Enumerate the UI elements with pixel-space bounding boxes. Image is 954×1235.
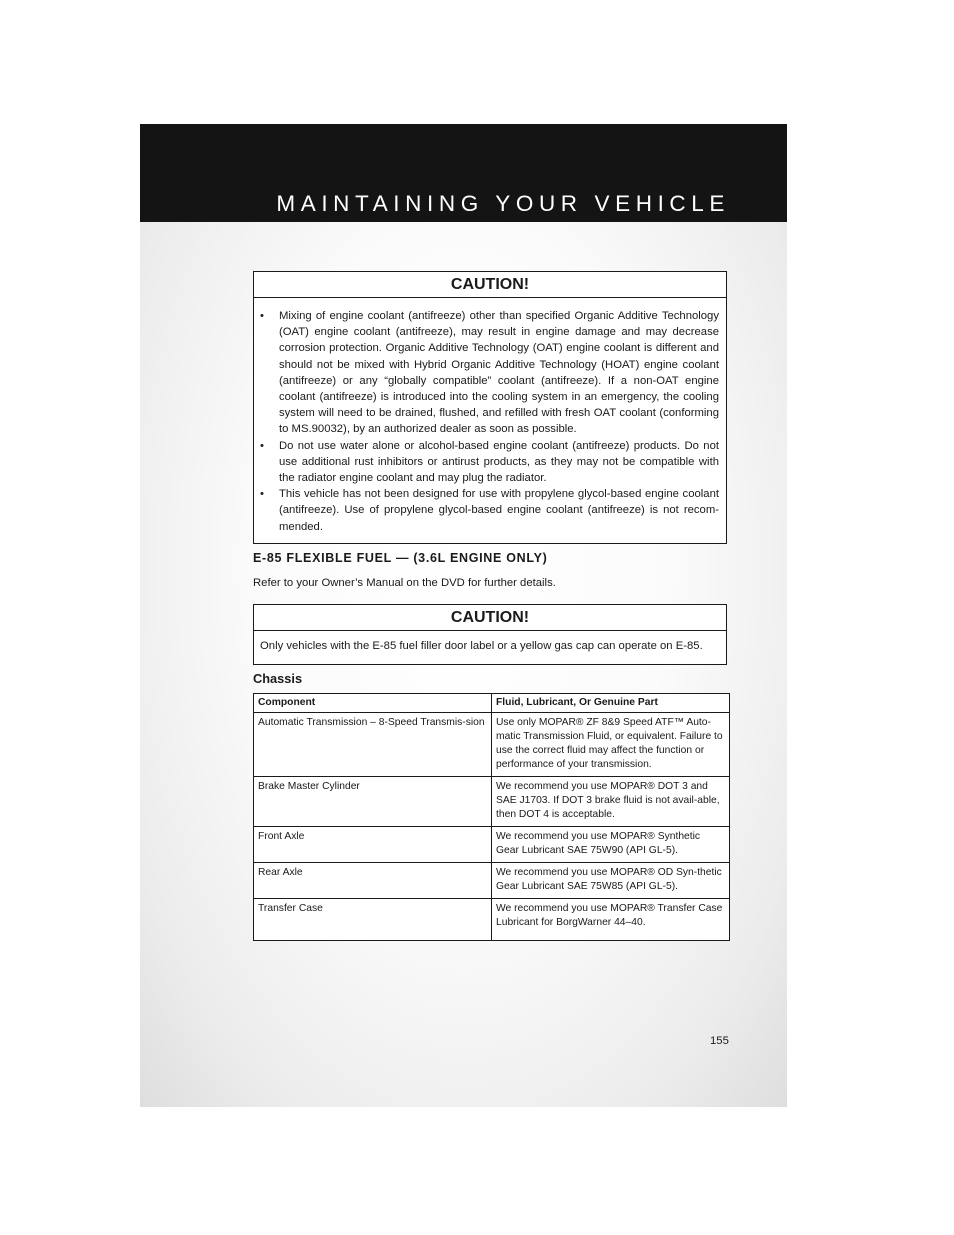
bullet-dot-icon: • xyxy=(260,488,264,501)
column-header-fluid: Fluid, Lubricant, Or Genuine Part xyxy=(492,694,730,713)
bullet-dot-icon: • xyxy=(260,439,264,452)
table-header-row xyxy=(254,694,730,713)
caution-bullet xyxy=(260,308,719,438)
component-cell: Automatic Transmission – 8-Speed Transmis-sion xyxy=(254,713,492,777)
component-cell: Brake Master Cylinder xyxy=(254,777,492,827)
caution-bullet-list xyxy=(254,298,726,535)
page-number: 155 xyxy=(710,1035,729,1047)
table-row xyxy=(254,827,730,863)
caution-box-coolant xyxy=(253,271,727,544)
table-row xyxy=(254,777,730,827)
caution-bullet-text: This vehicle has not been designed for use with propylene glycol-based engine coolant (antifreeze). Use of propylene glycol-based engine coolant (antifreeze) is not recom-mended. xyxy=(279,488,719,533)
table-row xyxy=(254,863,730,899)
fluid-cell: We recommend you use MOPAR® Transfer Case Lubricant for BorgWarner 44–40. xyxy=(492,899,730,941)
section-heading: E-85 FLEXIBLE FUEL — (3.6L ENGINE ONLY) xyxy=(253,551,548,565)
component-cell: Rear Axle xyxy=(254,863,492,899)
fluid-cell: We recommend you use MOPAR® Synthetic Gear Lubricant SAE 75W90 (API GL-5). xyxy=(492,827,730,863)
bullet-dot-icon: • xyxy=(260,310,264,322)
chapter-header-bar xyxy=(140,124,787,222)
caution-bullet-text: Do not use water alone or alcohol-based engine coolant (antifreeze) products. Do not use additional rust inhibitors or antirust products, as they may not be compatible with the radiator engine coolant and may plug the radiator. xyxy=(279,439,719,485)
caution-bullet xyxy=(260,486,719,535)
caution-text: Only vehicles with the E-85 fuel filler door label or a yellow gas cap can operate on E-85. xyxy=(260,640,703,652)
fluid-cell: Use only MOPAR® ZF 8&9 Speed ATF™ Auto-matic Transmission Fluid, or equivalent. Failure to use the correct fluid may affect the function or performance of your transmission. xyxy=(492,713,730,777)
section-body-text: Refer to your Owner’s Manual on the DVD for further details. xyxy=(253,577,556,589)
chapter-title: MAINTAINING YOUR VEHICLE xyxy=(276,191,730,216)
caution-title: CAUTION! xyxy=(254,605,726,631)
caution-bullet xyxy=(260,438,719,487)
fluid-cell: We recommend you use MOPAR® DOT 3 and SAE J1703. If DOT 3 brake fluid is not avail-able, then DOT 4 is acceptable. xyxy=(492,777,730,827)
table-row xyxy=(254,713,730,777)
manual-page xyxy=(140,124,787,1107)
fluid-cell: We recommend you use MOPAR® OD Syn-thetic Gear Lubricant SAE 75W85 (API GL-5). xyxy=(492,863,730,899)
component-cell: Front Axle xyxy=(254,827,492,863)
table-row xyxy=(254,899,730,941)
column-header-component: Component xyxy=(254,694,492,713)
component-cell: Transfer Case xyxy=(254,899,492,941)
chassis-heading: Chassis xyxy=(253,671,303,686)
caution-box-e85 xyxy=(253,604,727,665)
caution-bullet-text: Mixing of engine coolant (antifreeze) other than specified Organic Additive Technology (OAT) engine coolant (antifreeze), may result in engine damage and may decrease corrosion protection. Organic Additive Technology (OAT) engine coolant is different and should not be mixed with Hybrid Organic Additive Technology (HOAT) engine coolant (antifreeze) or any “globally compatible” coolant (antifreeze). If a non-OAT engine coolant (antifreeze) is introduced into the cooling system in an emergency, the cooling system will need to be drained, flushed, and refilled with fresh OAT coolant (conforming to MS.90032), by an authorized dealer as soon as possible. xyxy=(279,310,719,436)
caution-title: CAUTION! xyxy=(254,272,726,298)
chassis-fluids-table xyxy=(253,693,730,941)
